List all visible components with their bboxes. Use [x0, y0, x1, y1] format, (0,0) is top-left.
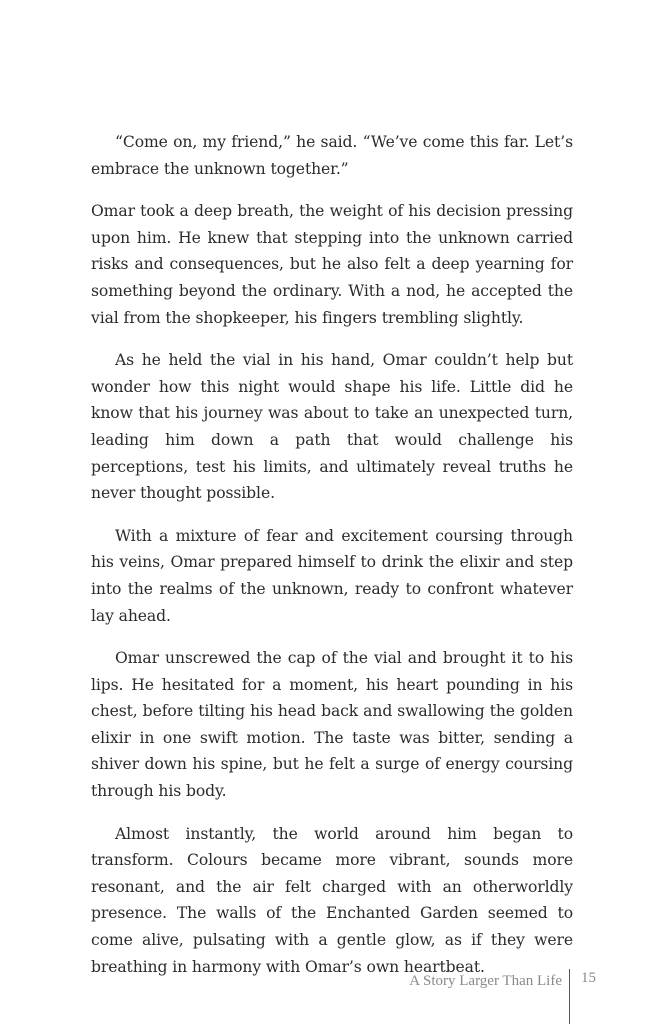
page-footer	[0, 966, 663, 1024]
running-title: A Story Larger Than Life	[409, 973, 562, 989]
paragraph: With a mixture of fear and excitement coursing through his veins, Omar prepared himself to drink the elixir and step into the realms of the unknown, ready to confront whatever lay ahead.	[91, 526, 573, 625]
paragraph: “Come on, my friend,” he said. “We’ve come this far. Let’s embrace the unknown together.”	[91, 133, 573, 178]
paragraph: As he held the vial in his hand, Omar couldn’t help but wonder how this night would shape his life. Little did he know that his journey was about to take an unexpected turn, leading him down a path that would challenge his perceptions, test his limits, and ultimately reveal truths he never thought possible.	[91, 351, 573, 503]
paragraph: Omar unscrewed the cap of the vial and brought it to his lips. He hesitated for a moment, his heart pounding in his chest, before tilting his head back and swallowing the golden elixir in one swift motion. The taste was bitter, sending a shiver down his spine, but he felt a surge of energy coursing through his body.	[91, 649, 573, 801]
page-body	[91, 129, 573, 996]
paragraph: Omar took a deep breath, the weight of his decision pressing upon him. He knew that stepping into the unknown carried risks and consequences, but he also felt a deep yearning for something beyond the ordinary. With a nod, he accepted the vial from the shopkeeper, his fingers trembling slightly.	[91, 202, 573, 327]
paragraph: Almost instantly, the world around him began to transform. Colours became more vibrant, sounds more resonant, and the air felt charged with an otherworldly presence. The walls of the Enchanted Garden seemed to come alive, pulsating with a gentle glow, as if they were breathing in harmony with Omar’s own heartbeat.	[91, 824, 573, 976]
page-number: 15	[581, 970, 596, 986]
footer-divider	[569, 969, 570, 1024]
